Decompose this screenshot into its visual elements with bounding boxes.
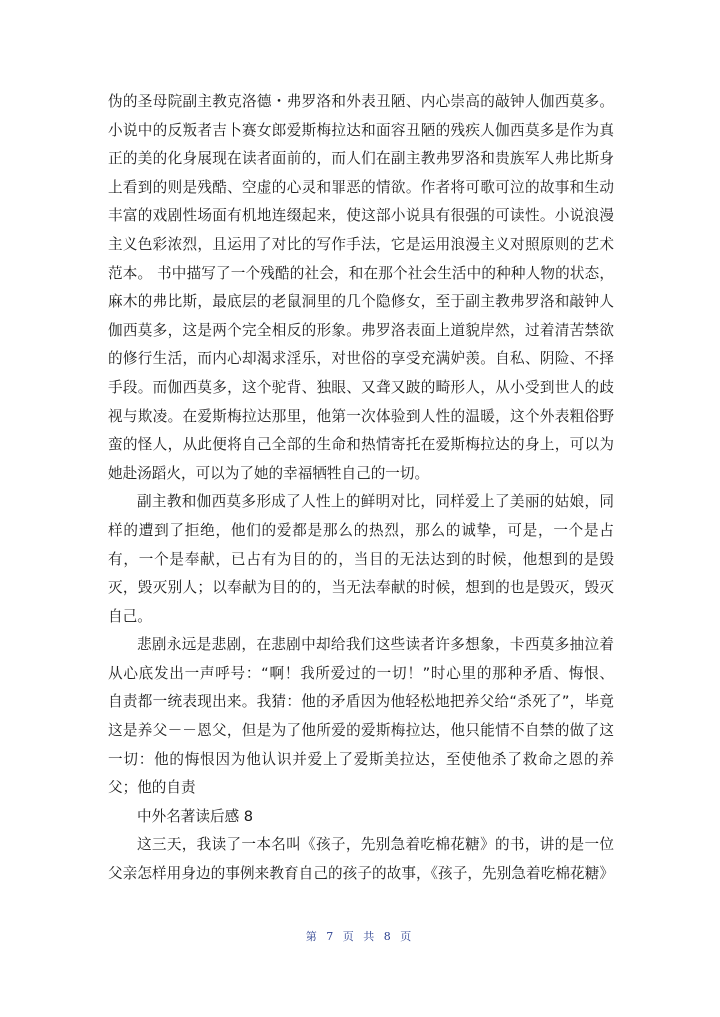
text-line: 主义色彩浓烈，且运用了对比的写作手法，它是运用浪漫主义对照原则的艺术 bbox=[108, 235, 614, 253]
text-line: 从心底发出一声呼号：“啊！我所爱过的一切！”时心里的那种矛盾、悔恨、 bbox=[108, 664, 614, 682]
text-line: 范本。 书中描写了一个残酷的社会，和在那个社会生活中的种种人物的状态， bbox=[108, 264, 614, 282]
text-line: 小说中的反叛者吉卜赛女郎爱斯梅拉达和面容丑陋的残疾人伽西莫多是作为真 bbox=[108, 121, 614, 139]
text-line: 的修行生活，而内心却渴求淫乐，对世俗的享受充满妒羡。自私、阴险、不择 bbox=[108, 350, 614, 368]
text-line: 父；他的自责 bbox=[108, 779, 196, 797]
text-line: 一切：他的悔恨因为他认识并爱上了爱斯美拉达，至使他杀了救命之恩的养 bbox=[108, 750, 614, 768]
text-line: 上看到的则是残酷、空虚的心灵和罪恶的情欲。作者将可歌可泣的故事和生动 bbox=[108, 178, 614, 196]
text-line: 样的遭到了拒绝，他们的爱都是那么的热烈，那么的诚挚，可是，一个是占 bbox=[108, 521, 614, 539]
text-line: 正的美的化身展现在读者面前的，而人们在副主教弗罗洛和贵族军人弗比斯身 bbox=[108, 150, 614, 168]
text-line: 副主教和伽西莫多形成了人性上的鲜明对比，同样爱上了美丽的姑娘，同 bbox=[137, 493, 614, 511]
text-line: 手段。而伽西莫多，这个驼背、独眼、又聋又跛的畸形人，从小受到世人的歧 bbox=[108, 378, 614, 396]
text-line: 悲剧永远是悲剧，在悲剧中却给我们这些读者许多想象，卡西莫多抽泣着 bbox=[137, 636, 614, 654]
text-line: 这是养父－－恩父，但是为了他所爱的爱斯梅拉达，他只能情不自禁的做了这 bbox=[108, 722, 614, 740]
text-line: 视与欺凌。在爱斯梅拉达那里，他第一次体验到人性的温暖，这个外表粗俗野 bbox=[108, 407, 614, 425]
page-number-footer: 第 7 页 共 8 页 bbox=[305, 930, 415, 943]
text-line: 蛮的怪人，从此便将自己全部的生命和热情寄托在爱斯梅拉达的身上，可以为 bbox=[108, 436, 614, 454]
text-line: 这三天，我读了一本名叫《孩子，先别急着吃棉花糖》的书，讲的是一位 bbox=[137, 836, 614, 854]
text-line: 有，一个是奉献，已占有为目的的，当目的无法达到的时候，他想到的是毁 bbox=[108, 550, 614, 568]
text-line: 麻木的弗比斯，最底层的老鼠洞里的几个隐修女，至于副主教弗罗洛和敲钟人 bbox=[108, 293, 614, 311]
text-line: 伪的圣母院副主教克洛德・弗罗洛和外表丑陋、内心崇高的敲钟人伽西莫多。 bbox=[108, 93, 614, 110]
section-heading: 中外名著读后感 8 bbox=[137, 807, 254, 825]
text-line: 灭，毁灭别人；以奉献为目的的，当无法奉献的时候，想到的也是毁灭，毁灭 bbox=[108, 579, 614, 597]
document-body bbox=[108, 88, 614, 889]
text-line: 丰富的戏剧性场面有机地连缀起来，使这部小说具有很强的可读性。小说浪漫 bbox=[108, 207, 614, 225]
text-line: 伽西莫多，这是两个完全相反的形象。弗罗洛表面上道貌岸然，过着清苦禁欲 bbox=[108, 321, 614, 339]
text-line: 父亲怎样用身边的事例来教育自己的孩子的故事，《孩子，先别急着吃棉花糖》 bbox=[108, 865, 614, 883]
text-line: 自己。 bbox=[108, 607, 152, 625]
text-line: 她赴汤蹈火，可以为了她的幸福牺牲自己的一切。 bbox=[108, 464, 430, 482]
text-line: 自责都一统表现出来。我猜：他的矛盾因为他轻松地把养父给“杀死了”，毕竟 bbox=[108, 693, 614, 711]
